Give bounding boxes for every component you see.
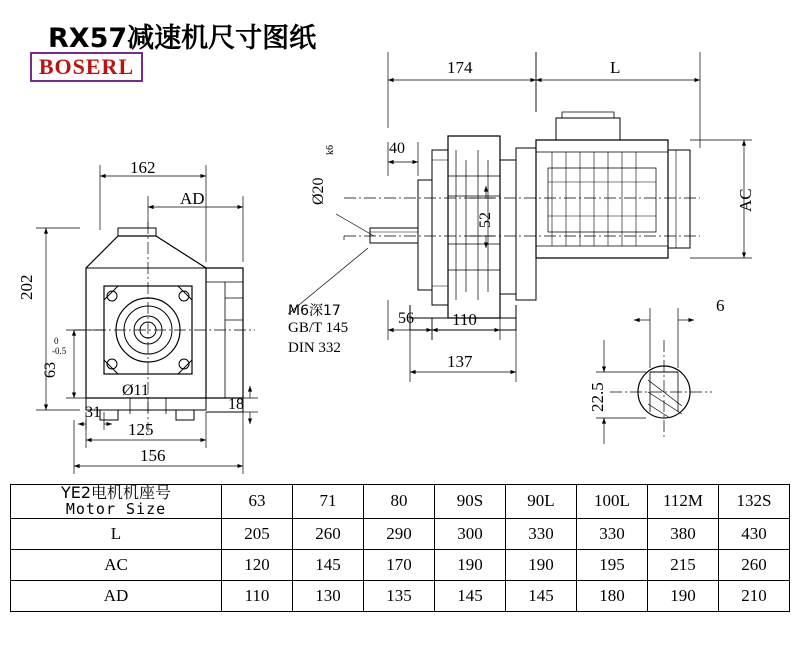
cell-L-5: 330	[577, 518, 648, 549]
table-header-label	[11, 485, 222, 519]
dim-d11: Ø11	[122, 382, 149, 399]
dim-52: 52	[477, 212, 494, 228]
cell-AC-5: 195	[577, 549, 648, 580]
dim-174: 174	[447, 58, 473, 77]
table-header-size-3: 90S	[435, 485, 506, 519]
cell-L-1: 260	[293, 518, 364, 549]
row-label-AD: AD	[11, 580, 222, 611]
thread-note-line1: M6深17	[288, 303, 341, 319]
table-row	[11, 580, 790, 611]
table-row	[11, 549, 790, 580]
cell-AD-7: 210	[719, 580, 790, 611]
cell-AD-4: 145	[506, 580, 577, 611]
cell-L-2: 290	[364, 518, 435, 549]
table-header-size-7: 132S	[719, 485, 790, 519]
table-row-header	[11, 485, 790, 519]
cell-AC-3: 190	[435, 549, 506, 580]
cell-AD-6: 190	[648, 580, 719, 611]
cell-AC-1: 145	[293, 549, 364, 580]
dim-202: 202	[17, 274, 36, 300]
row-label-L: L	[11, 518, 222, 549]
dim-AD: AD	[180, 189, 205, 208]
dim-156: 156	[140, 446, 166, 465]
dim-shaft-diameter: Ø20	[310, 177, 327, 205]
dim-shaft-tolerance: k6	[325, 145, 336, 155]
table-header-size-5: 100L	[577, 485, 648, 519]
dim-L: L	[610, 58, 621, 77]
dim-56: 56	[398, 310, 414, 327]
logo-text: BOSERL	[38, 54, 135, 79]
table-header-label-en: Motor Size	[65, 499, 167, 518]
table-header-label-cn: YE2电机机座号	[60, 483, 172, 502]
dim-63-tol-upper: 0	[54, 336, 59, 346]
cell-AD-3: 145	[435, 580, 506, 611]
cell-AD-1: 130	[293, 580, 364, 611]
dim-AC: AC	[736, 188, 755, 212]
table-header-size-6: 112M	[648, 485, 719, 519]
cell-AD-0: 110	[222, 580, 293, 611]
table-row	[11, 518, 790, 549]
dim-110: 110	[452, 310, 477, 329]
table-header-size-4: 90L	[506, 485, 577, 519]
cell-AD-5: 180	[577, 580, 648, 611]
row-label-AC: AC	[11, 549, 222, 580]
cell-AC-7: 260	[719, 549, 790, 580]
cell-AC-0: 120	[222, 549, 293, 580]
dim-22-5: 22.5	[588, 382, 607, 412]
thread-note-line2: GB/T 145	[288, 320, 349, 336]
thread-note-line3: DIN 332	[288, 340, 341, 356]
dim-40: 40	[389, 140, 405, 157]
cell-AC-2: 170	[364, 549, 435, 580]
table-header-size-1: 71	[293, 485, 364, 519]
cell-L-4: 330	[506, 518, 577, 549]
cell-AC-4: 190	[506, 549, 577, 580]
dim-31: 31	[85, 404, 101, 421]
dim-63: 63	[42, 362, 59, 378]
cell-AC-6: 215	[648, 549, 719, 580]
table-header-size-0: 63	[222, 485, 293, 519]
dim-63-tol-lower: -0.5	[52, 346, 67, 356]
cell-L-3: 300	[435, 518, 506, 549]
cell-L-6: 380	[648, 518, 719, 549]
table-header-size-2: 80	[364, 485, 435, 519]
cell-AD-2: 135	[364, 580, 435, 611]
page-title: RX57减速机尺寸图纸	[48, 23, 317, 54]
motor-size-table	[10, 484, 790, 612]
dim-18: 18	[228, 396, 244, 413]
dim-162: 162	[130, 158, 156, 177]
dim-6: 6	[716, 296, 725, 315]
dim-137: 137	[447, 352, 473, 371]
dim-125: 125	[128, 420, 154, 439]
cell-L-0: 205	[222, 518, 293, 549]
cell-L-7: 430	[719, 518, 790, 549]
